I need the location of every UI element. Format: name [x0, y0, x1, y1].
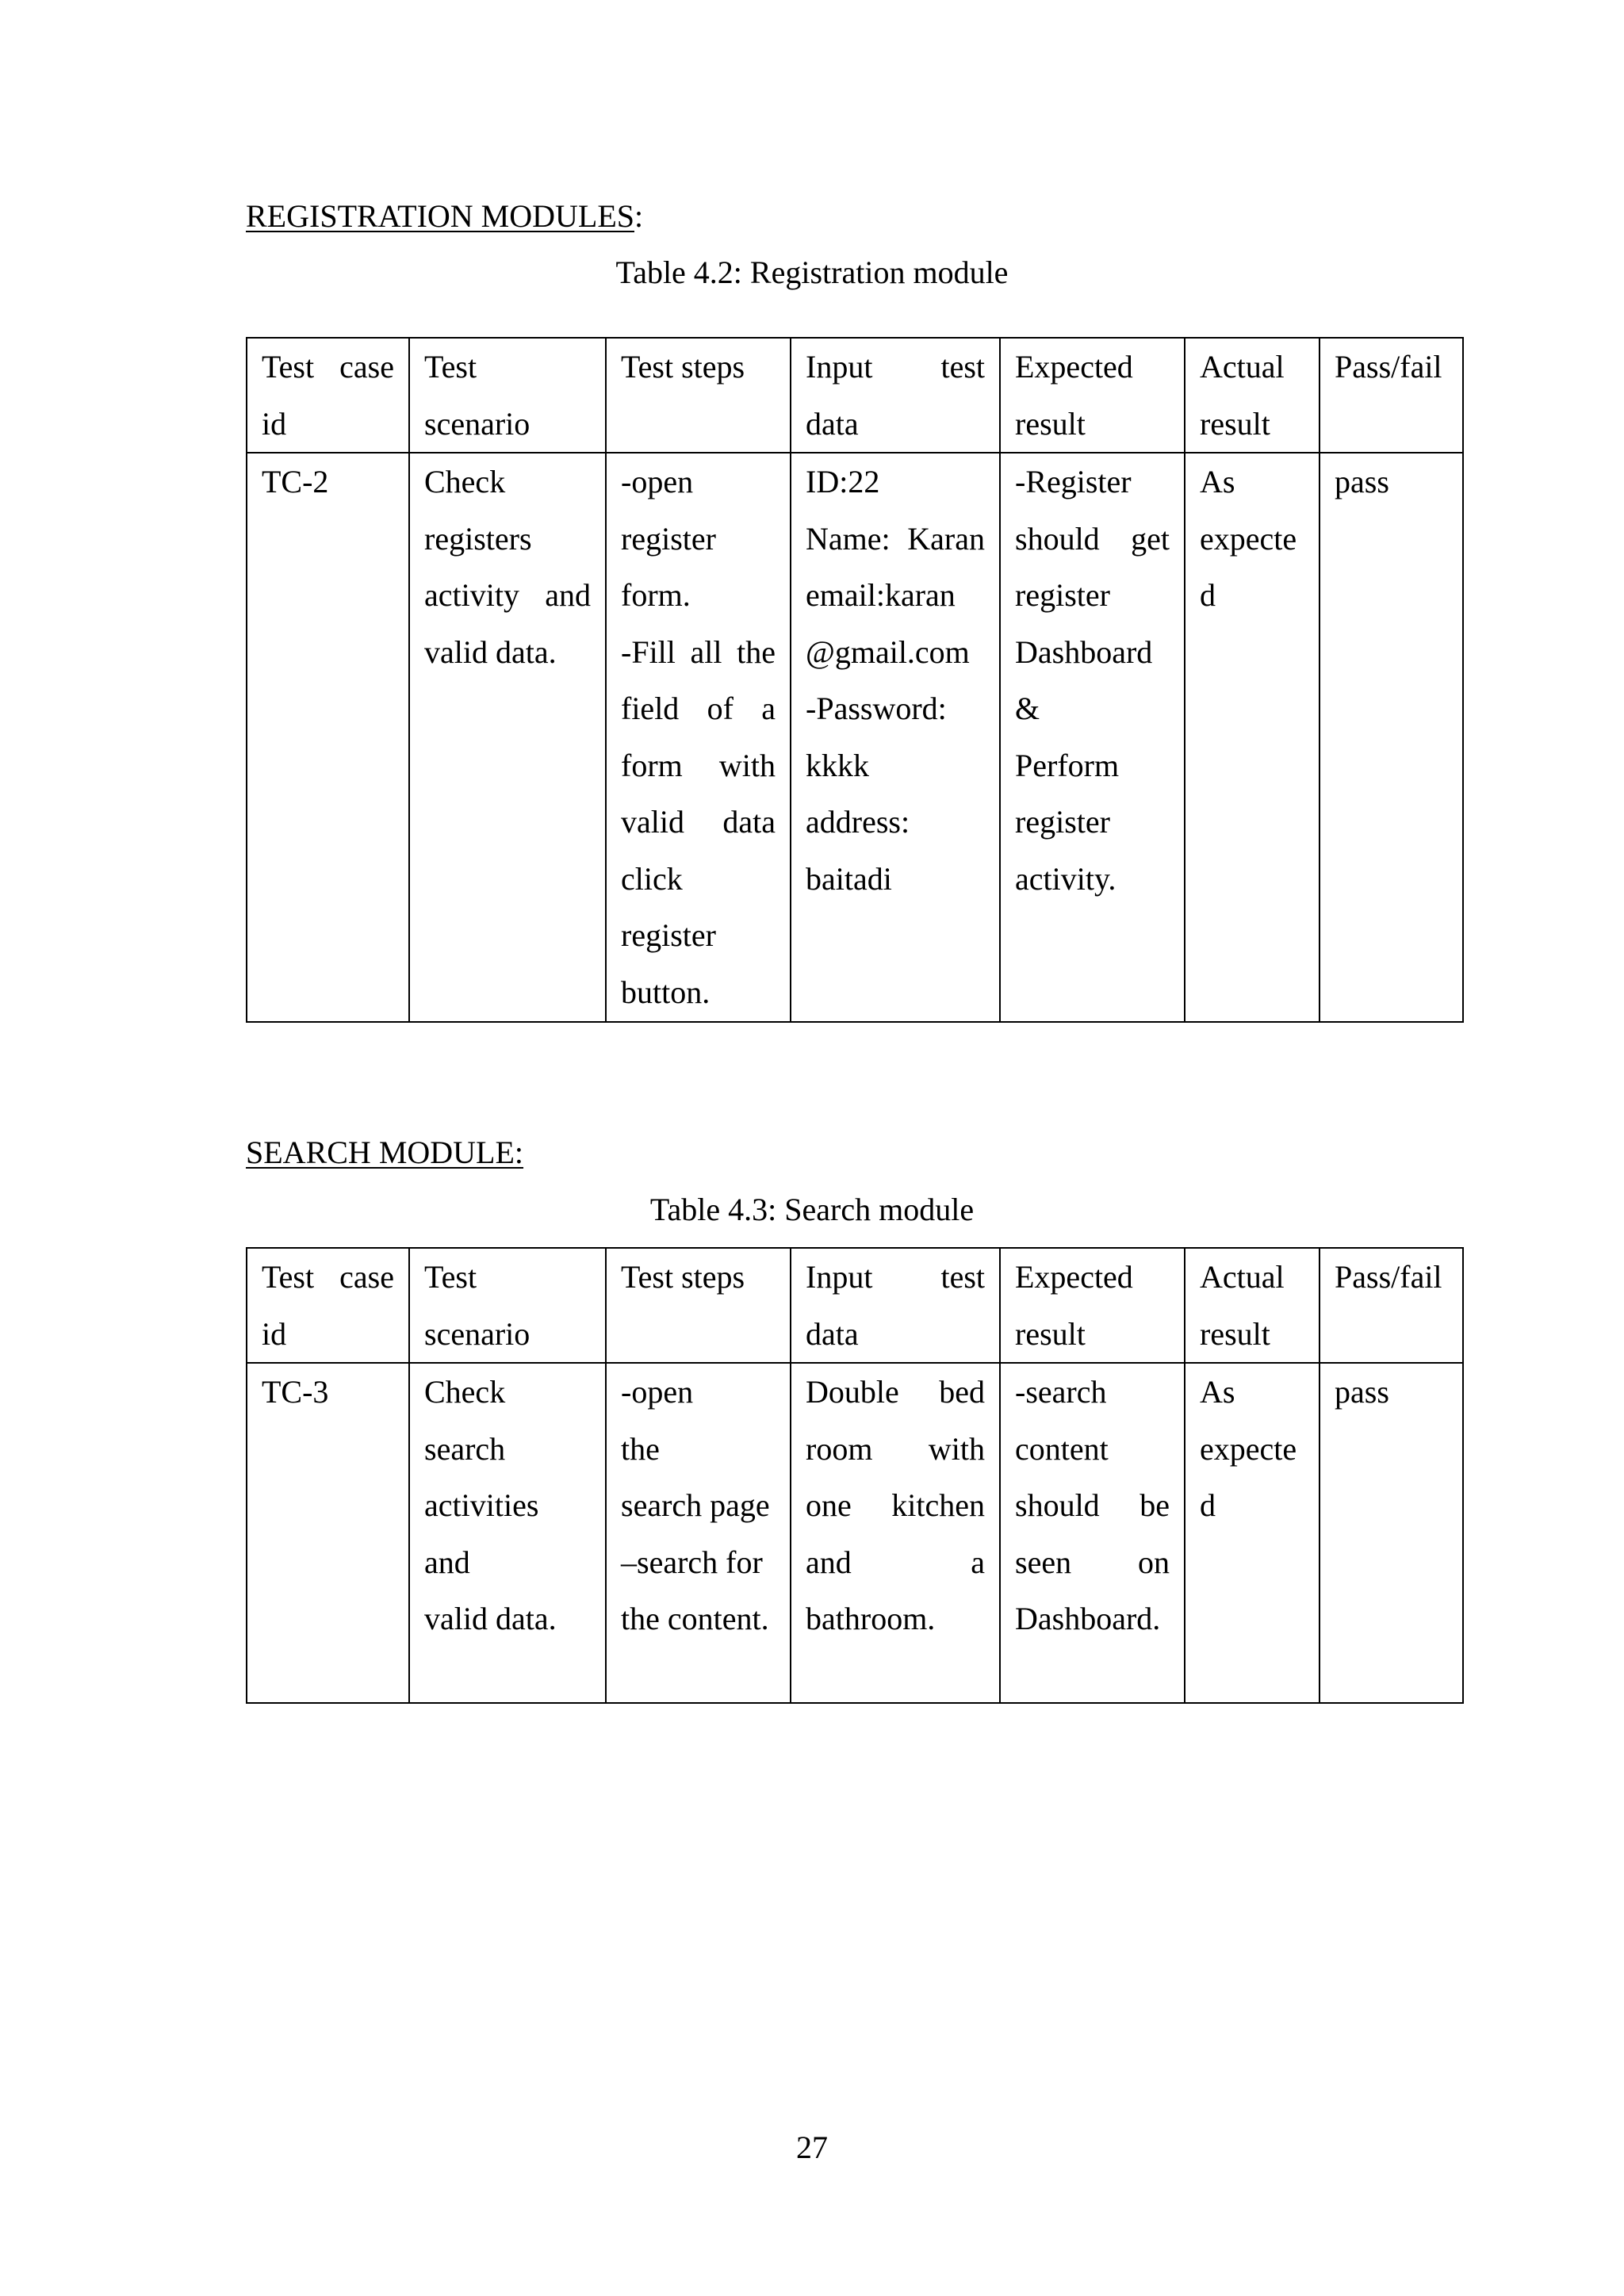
cell-line: data — [806, 405, 859, 442]
cell-line: Double bed — [806, 1374, 985, 1410]
cell-line: -Register — [1015, 464, 1132, 499]
cell-line: expecte — [1200, 1430, 1297, 1467]
registration-table-caption: Table 4.2: Registration module — [615, 254, 1009, 290]
cell-line: valid data. — [424, 1601, 557, 1636]
cell-line: Dashboard — [1015, 633, 1153, 670]
cell-line: -open — [621, 1374, 694, 1410]
cell-test-scenario — [409, 1363, 606, 1703]
cell-line: Test — [424, 349, 477, 385]
cell-line: d — [1200, 1487, 1216, 1523]
cell-line: As — [1200, 464, 1235, 499]
cell-pass-fail — [1320, 1363, 1463, 1703]
page-number: 27 — [796, 2130, 828, 2165]
cell-line: Pass/fail — [1335, 1259, 1442, 1295]
cell-line: Input test — [806, 1259, 985, 1295]
search-heading — [246, 1134, 523, 1172]
cell-line: result — [1015, 1315, 1086, 1352]
cell-line: baitadi — [806, 860, 892, 897]
cell-line: Input test — [806, 349, 985, 385]
header-input-test-data — [791, 1248, 1000, 1363]
cell-line: valid data. — [424, 633, 557, 670]
cell-line: Actual — [1200, 1259, 1285, 1295]
cell-line: room with — [806, 1430, 985, 1467]
cell-line: registers — [424, 520, 532, 557]
cell-line: Check — [424, 464, 506, 499]
cell-test-steps — [606, 453, 791, 1022]
cell-line: Test case — [262, 349, 394, 385]
header-test-steps — [606, 1248, 791, 1363]
cell-line: register — [1015, 804, 1110, 840]
cell-test-case-id — [247, 453, 409, 1022]
cell-line: register — [621, 917, 716, 953]
cell-line: ID:22 — [806, 464, 880, 499]
header-expected-result — [1000, 338, 1185, 453]
cell-line: id — [262, 1315, 287, 1352]
cell-line: should be — [1015, 1487, 1170, 1523]
header-input-test-data — [791, 338, 1000, 453]
cell-line: Dashboard. — [1015, 1601, 1161, 1636]
table-row — [247, 1363, 1463, 1703]
cell-line: pass — [1335, 1374, 1389, 1410]
cell-line: Test steps — [621, 1259, 745, 1295]
cell-actual-result — [1185, 453, 1320, 1022]
cell-line: search page — [621, 1487, 770, 1523]
cell-line: register — [1015, 577, 1110, 613]
cell-line: email:karan — [806, 577, 956, 613]
table-header-row — [247, 338, 1463, 453]
header-actual-result — [1185, 338, 1320, 453]
cell-line: activity. — [1015, 860, 1116, 897]
cell-line: Pass/fail — [1335, 349, 1442, 385]
cell-line: the content. — [621, 1601, 769, 1636]
cell-line: expecte — [1200, 520, 1297, 557]
cell-line: register — [621, 520, 716, 557]
cell-line: d — [1200, 577, 1216, 613]
cell-line: Test steps — [621, 349, 745, 385]
cell-line: and a — [806, 1544, 985, 1580]
cell-line: Perform — [1015, 747, 1120, 783]
cell-line: should get — [1015, 520, 1170, 557]
cell-line: Test — [424, 1259, 477, 1295]
cell-test-scenario — [409, 453, 606, 1022]
cell-line: result — [1015, 405, 1086, 442]
cell-line: the — [621, 1430, 660, 1467]
cell-test-steps — [606, 1363, 791, 1703]
header-pass-fail — [1320, 338, 1463, 453]
cell-line: content — [1015, 1430, 1109, 1467]
search-table — [246, 1247, 1464, 1704]
cell-line: scenario — [424, 1315, 530, 1352]
header-test-scenario — [409, 1248, 606, 1363]
cell-line: and — [424, 1544, 470, 1580]
cell-input-test-data — [791, 1363, 1000, 1703]
cell-line: & — [1015, 691, 1040, 726]
cell-line: form. — [621, 577, 691, 613]
cell-line: result — [1200, 405, 1270, 442]
cell-line: Expected — [1015, 1259, 1133, 1295]
header-pass-fail — [1320, 1248, 1463, 1363]
cell-line: Expected — [1015, 349, 1133, 385]
cell-line: result — [1200, 1315, 1270, 1352]
registration-table — [246, 337, 1464, 1023]
header-test-steps — [606, 338, 791, 453]
cell-line: seen on — [1015, 1544, 1170, 1580]
cell-line: -open — [621, 464, 694, 499]
cell-line: activities — [424, 1487, 539, 1523]
cell-line: -Fill all the — [621, 633, 776, 670]
cell-line: -search — [1015, 1374, 1107, 1410]
cell-line: TC-2 — [262, 464, 329, 499]
cell-test-case-id — [247, 1363, 409, 1703]
cell-line: address: — [806, 804, 910, 840]
cell-line: search — [424, 1430, 506, 1467]
header-test-scenario — [409, 338, 606, 453]
cell-input-test-data — [791, 453, 1000, 1022]
cell-line: button. — [621, 974, 710, 1010]
cell-line: valid data — [621, 804, 776, 840]
header-test-case-id — [247, 1248, 409, 1363]
cell-line: activity and — [424, 577, 591, 613]
cell-line: form with — [621, 747, 776, 783]
registration-heading-colon: : — [634, 198, 644, 234]
cell-line: Test case — [262, 1259, 394, 1295]
cell-expected-result — [1000, 1363, 1185, 1703]
cell-line: @gmail.com — [806, 633, 970, 670]
cell-line: Check — [424, 1374, 506, 1410]
table-row — [247, 453, 1463, 1022]
cell-line: –search for — [621, 1544, 763, 1580]
cell-line: one kitchen — [806, 1487, 985, 1523]
header-test-case-id — [247, 338, 409, 453]
cell-line: pass — [1335, 464, 1389, 499]
cell-line: Actual — [1200, 349, 1285, 385]
search-table-caption: Table 4.3: Search module — [649, 1192, 975, 1227]
cell-line: As — [1200, 1374, 1235, 1410]
cell-line: Name: Karan — [806, 520, 985, 557]
registration-heading-text: REGISTRATION MODULES — [246, 198, 634, 234]
cell-line: id — [262, 405, 287, 442]
cell-line: bathroom. — [806, 1601, 936, 1636]
cell-pass-fail — [1320, 453, 1463, 1022]
table-header-row — [247, 1248, 1463, 1363]
cell-line: scenario — [424, 405, 530, 442]
header-expected-result — [1000, 1248, 1185, 1363]
cell-line: TC-3 — [262, 1374, 329, 1410]
header-actual-result — [1185, 1248, 1320, 1363]
cell-line: kkkk — [806, 747, 869, 783]
cell-line: field of a — [621, 691, 776, 726]
cell-line: click — [621, 860, 683, 897]
cell-actual-result — [1185, 1363, 1320, 1703]
registration-heading — [246, 197, 643, 235]
cell-line: -Password: — [806, 691, 947, 726]
search-heading-text: SEARCH MODULE: — [246, 1135, 524, 1170]
cell-line: data — [806, 1315, 859, 1352]
cell-expected-result — [1000, 453, 1185, 1022]
